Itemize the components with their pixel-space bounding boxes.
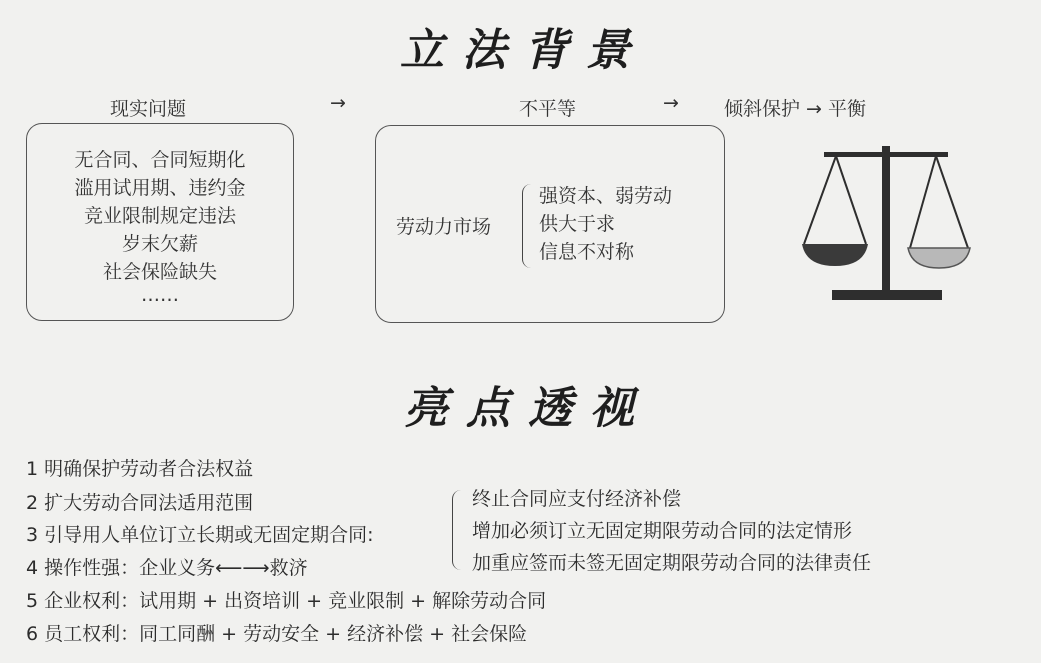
flow-label-inequality: 不平等: [519, 98, 577, 120]
highlight-item: 5 企业权利：试用期 + 出资培训 + 竞业限制 + 解除劳动合同: [26, 590, 547, 612]
highlight-item: 6 员工权利：同工同酬 + 劳动安全 + 经济补偿 + 社会保险: [26, 623, 528, 645]
problem-item-ellipsis: ……: [141, 284, 179, 306]
sub-item: 加重应签而未签无固定期限劳动合同的法律责任: [472, 552, 872, 574]
market-box: [375, 125, 725, 323]
section-title-background: 立法背景: [400, 25, 648, 76]
highlight-item: 2 扩大劳动合同法适用范围: [26, 492, 254, 514]
sub-item: 增加必须订立无固定期限劳动合同的法定情形: [472, 520, 853, 542]
sub-item: 终止合同应支付经济补偿: [472, 488, 682, 510]
balance-scale-icon: [796, 140, 976, 305]
market-label: 劳动力市场: [396, 216, 492, 238]
highlight-item: 3 引导用人单位订立长期或无固定期合同:: [26, 524, 374, 546]
market-item: 强资本、弱劳动: [539, 185, 673, 207]
problem-item: 社会保险缺失: [102, 261, 217, 283]
market-brace: [522, 184, 531, 268]
flow-label-real-problems: 现实问题: [110, 98, 187, 120]
problems-box: [26, 123, 294, 321]
flow-arrow-2: →: [663, 92, 679, 114]
section-title-highlights: 亮点透视: [404, 383, 652, 434]
flow-arrow-1: →: [330, 92, 346, 114]
problem-item: 无合同、合同短期化: [74, 149, 246, 171]
market-item: 信息不对称: [539, 241, 635, 263]
market-item: 供大于求: [539, 213, 616, 235]
sub-items-brace: [452, 490, 461, 570]
problem-item: 岁末欠薪: [121, 233, 198, 255]
highlight-item: 1 明确保护劳动者合法权益: [26, 458, 254, 480]
flow-label-result: 倾斜保护 → 平衡: [724, 98, 866, 120]
highlight-item: 4 操作性强：企业义务⟵⟶救济: [26, 557, 308, 579]
problem-item: 竞业限制规定违法: [83, 205, 236, 227]
problem-item: 滥用试用期、违约金: [74, 177, 246, 199]
